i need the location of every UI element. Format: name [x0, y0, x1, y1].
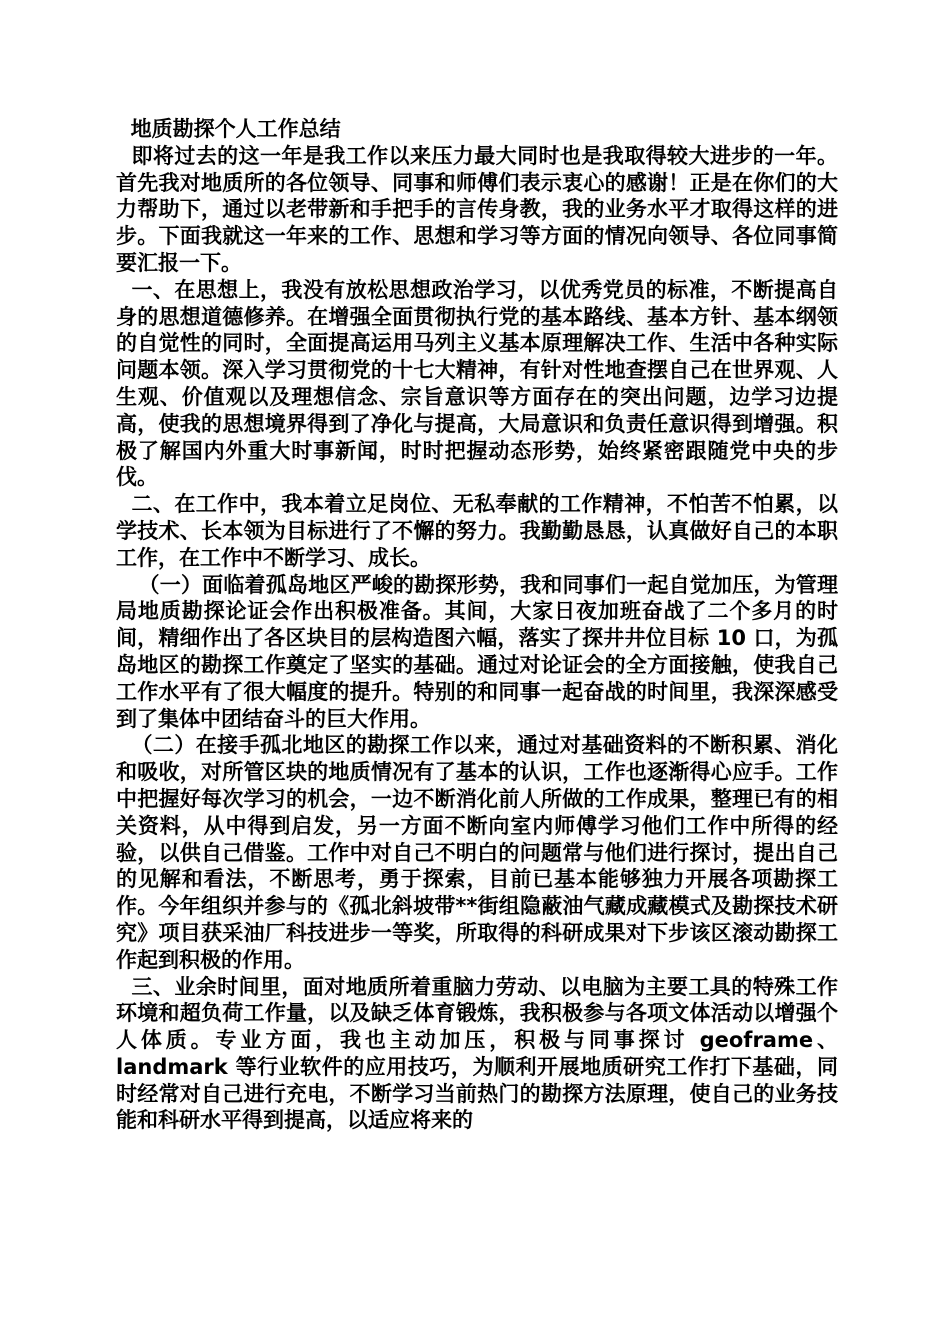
- paragraph-section-2-work: 二、在工作中，我本着立足岗位、无私奉献的工作精神，不怕苦不怕累，以学技术、长本领为目标进行了不懈的努力。我勤勤恳恳，认真做好自己的本职工作，在工作中不断学习、成长。: [116, 492, 838, 570]
- paragraph-subsection-1: （一）面临着孤岛地区严峻的勘探形势，我和同事们一起自觉加压，为管理局地质勘探论证会作出积极准备。其间，大家日夜加班奋战了二个多月的时间，精细作出了各区块目的层构造图六幅，落实了探井井位目标 10 口，为孤岛地区的勘探工作奠定了坚实的基础。通过对论证会的全方面接触，使我自己工作水平有了很大幅度的提升。特别的和同事一起奋战的时间里，我深深感受到了集体中团结奋斗的巨大作用。: [116, 572, 839, 731]
- document-title: 地质勘探个人工作总结: [116, 117, 341, 141]
- paragraph-subsection-2: （二）在接手孤北地区的勘探工作以来，通过对基础资料的不断积累、消化和吸收，对所管区块的地质情况有了基本的认识，工作也逐渐得心应手。工作中把握好每次学习的机会，一边不断消化前人所做的工作成果，整理已有的相关资料，从中得到启发，另一方面不断向室内师傅学习他们工作中所得的经验，以供自己借鉴。工作中对自己不明白的问题常与他们进行探讨，提出自己的见解和看法，不断思考，勇于探索，目前已基本能够独力开展各项勘探工作。今年组织并参与的《孤北斜坡带**街组隐蔽油气藏成藏模式及勘探技术研究》项目获采油厂科技进步一等奖，所取得的科研成果对下步该区滚动勘探工作起到积极的作用。: [116, 733, 838, 972]
- paragraph-section-3-spare-time: 三、业余时间里，面对地质所着重脑力劳动、以电脑为主要工具的特殊工作环境和超负荷工作量，以及缺乏体育锻炼，我积极参与各项文体活动以增强个人体质。专业方面，我也主动加压，积极与同事探讨 geoframe、landmark 等行业软件的应用技巧，为顺利开展地质研究工作打下基础，同时经常对自己进行充电，不断学习当前热门的勘探方法原理，使自己的业务技能和科研水平得到提高，以适应将来的: [116, 974, 838, 1133]
- paragraph-intro: 即将过去的这一年是我工作以来压力最大同时也是我取得较大进步的一年。首先我对地质所的各位领导、同事和师傅们表示衷心的感谢！正是在你们的大力帮助下，通过以老带新和手把手的言传身教，我的业务水平才取得这样的进步。下面我就这一年来的工作、思想和学习等方面的情况向领导、各位同事简要汇报一下。: [116, 143, 838, 275]
- document-body: [116, 116, 838, 1134]
- paragraph-section-1-thought: 一、在思想上，我没有放松思想政治学习，以优秀党员的标准，不断提高自身的思想道德修养。在增强全面贯彻执行党的基本路线、基本方针、基本纲领的自觉性的同时，全面提高运用马列主义基本原理解决工作、生活中各种实际问题本领。深入学习贯彻党的十七大精神，有针对性地查摆自己在世界观、人生观、价值观以及理想信念、宗旨意识等方面存在的突出问题，边学习边提高，使我的思想境界得到了净化与提高，大局意识和负责任意识得到增强。积极了解国内外重大时事新闻，时时把握动态形势，始终紧密跟随党中央的步伐。: [116, 277, 838, 490]
